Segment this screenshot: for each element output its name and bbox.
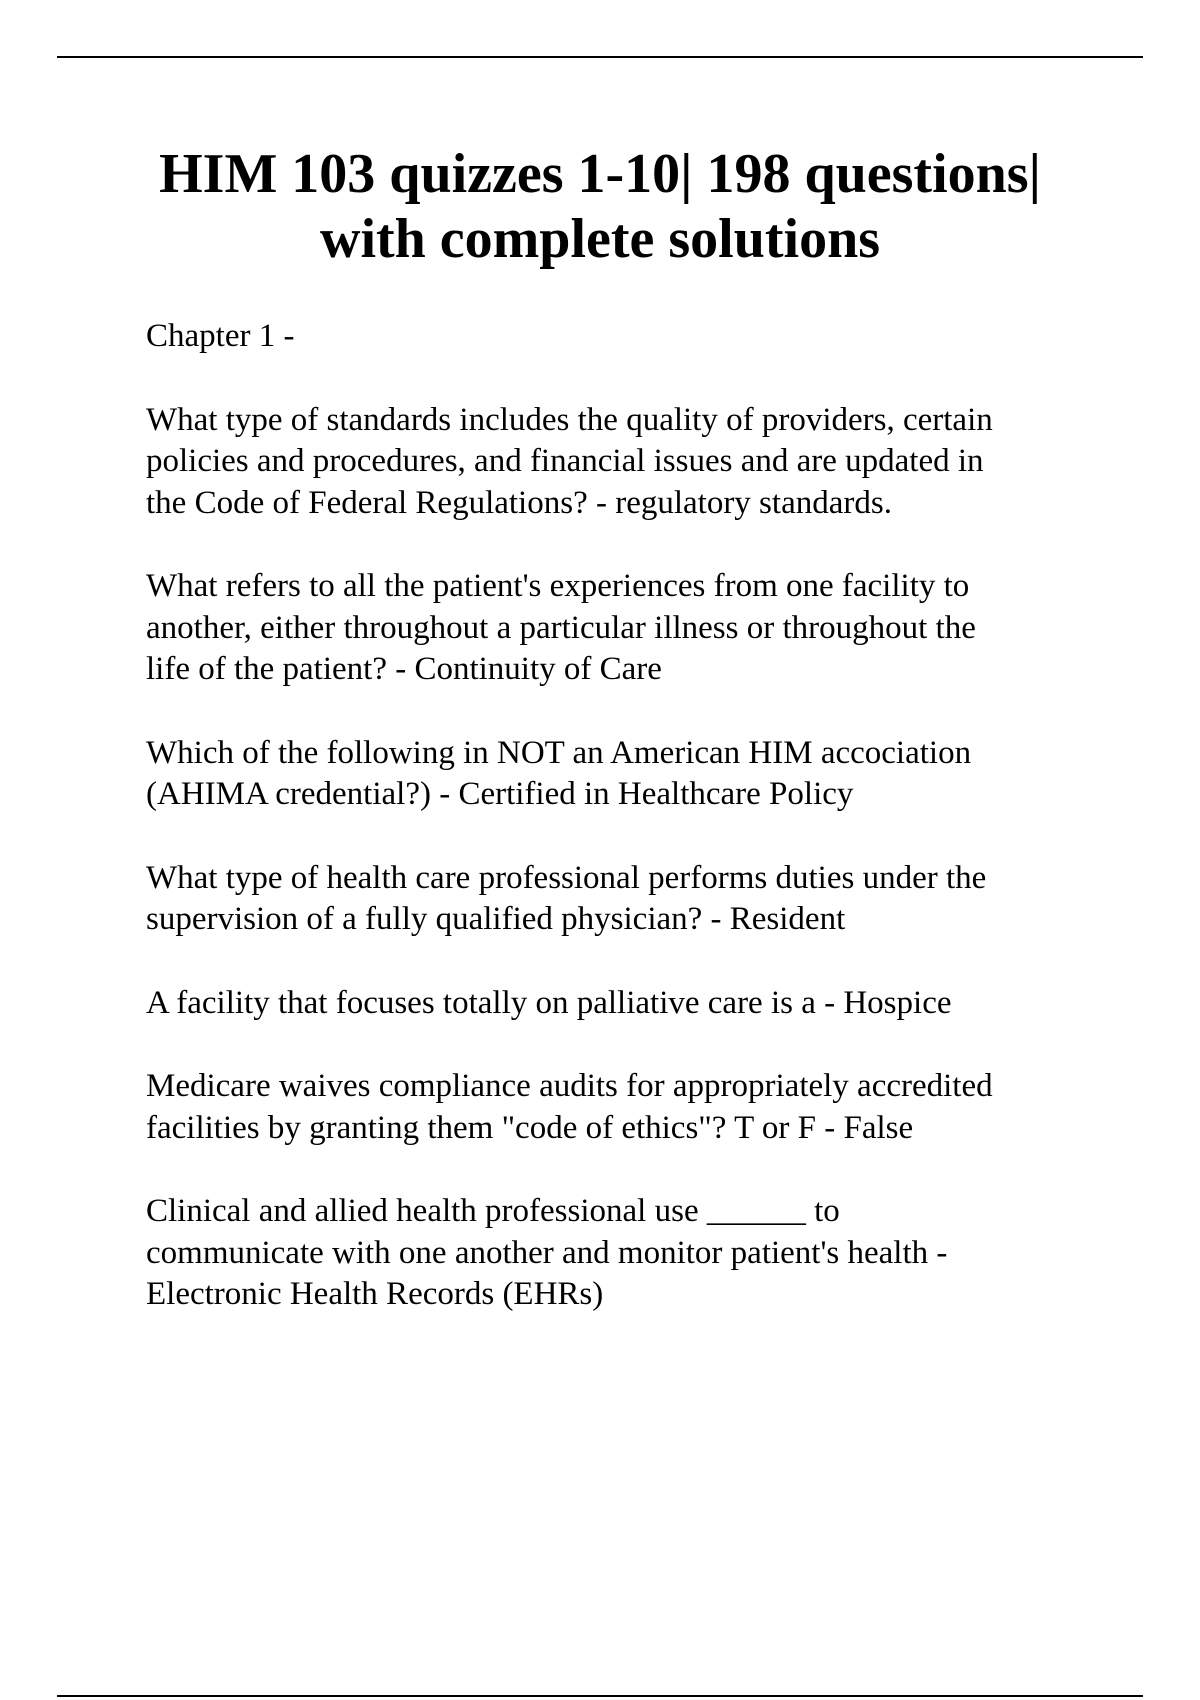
qa-item xyxy=(146,566,1106,691)
qa-line: supervision of a fully qualified physician? - Resident xyxy=(146,901,846,937)
qa-line: another, either throughout a particular illness or throughout the xyxy=(146,609,976,646)
document-title xyxy=(100,142,1100,272)
qa-line: Which of the following in NOT an American HIM accociation xyxy=(146,734,972,771)
qa-line: What type of standards includes the quality of providers, certain xyxy=(146,401,993,438)
qa-line: communicate with one another and monitor patient's health - xyxy=(146,1234,948,1271)
qa-line: Electronic Health Records (EHRs) xyxy=(146,1276,604,1312)
qa-line: What refers to all the patient's experiences from one facility to xyxy=(146,568,970,604)
qa-line: the Code of Federal Regulations? - regulatory standards. xyxy=(146,484,892,521)
qa-item xyxy=(146,1066,1106,1149)
top-rule xyxy=(57,56,1143,58)
qa-line: A facility that focuses totally on palliative care is a - Hospice xyxy=(146,984,952,1021)
qa-line: Clinical and allied health professional use ______ to xyxy=(146,1193,840,1229)
qa-item xyxy=(146,983,1106,1025)
qa-line: life of the patient? - Continuity of Care xyxy=(146,651,662,687)
qa-line: Medicare waives compliance audits for appropriately accredited xyxy=(146,1068,993,1104)
qa-line: facilities by granting them "code of ethics"? T or F - False xyxy=(146,1109,914,1146)
document-body xyxy=(146,316,1106,1358)
title-line: HIM 103 quizzes 1-10| 198 questions| xyxy=(159,143,1041,205)
qa-item xyxy=(146,733,1106,816)
qa-line: (AHIMA credential?) - Certified in Healthcare Policy xyxy=(146,776,854,812)
qa-item xyxy=(146,400,1106,525)
bottom-rule xyxy=(57,1695,1143,1697)
qa-line: policies and procedures, and financial issues and are updated in xyxy=(146,443,984,479)
qa-item xyxy=(146,858,1106,941)
chapter-heading: Chapter 1 - xyxy=(146,318,295,354)
qa-item xyxy=(146,1191,1106,1316)
title-line: with complete solutions xyxy=(320,208,880,270)
qa-line: What type of health care professional performs duties under the xyxy=(146,859,987,896)
